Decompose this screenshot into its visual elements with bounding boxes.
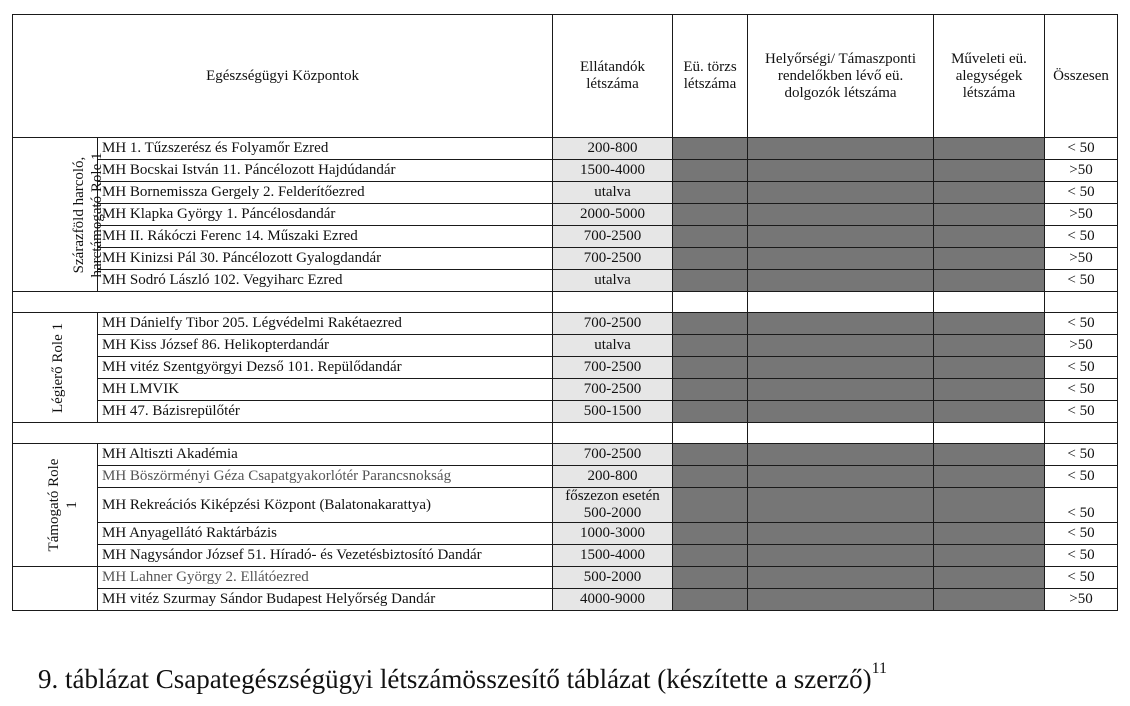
unit-name: MH Altiszti Akadémia [98,444,553,466]
unit-name: MH Klapka György 1. Páncélosdandár [98,204,553,226]
ellatandok-value: utalva [553,182,673,204]
shaded-cell [673,335,748,357]
total-value: < 50 [1045,488,1118,523]
shaded-cell [748,545,934,567]
shaded-cell [673,379,748,401]
unit-name: MH Kiss József 86. Helikopterdandár [98,335,553,357]
shaded-cell [748,488,934,523]
unit-name: MH Sodró László 102. Vegyiharc Ezred [98,270,553,292]
table-row [13,204,1118,226]
ellatandok-value: 2000-5000 [553,204,673,226]
ellatandok-value: 500-2000 [553,567,673,589]
shaded-cell [934,204,1045,226]
total-value: >50 [1045,204,1118,226]
ellatandok-value: 1500-4000 [553,160,673,182]
separator-cell [673,423,748,444]
header-ellatandok: Ellátandók létszáma [553,15,673,138]
ellatandok-value: 1500-4000 [553,545,673,567]
shaded-cell [934,270,1045,292]
ellatandok-value: 500-1500 [553,401,673,423]
unit-name: MH 1. Tűzszerész és Folyamőr Ezred [98,138,553,160]
unit-name: MH LMVIK [98,379,553,401]
shaded-cell [673,182,748,204]
shaded-cell [934,523,1045,545]
separator-cell [553,423,673,444]
shaded-cell [934,466,1045,488]
shaded-cell [934,488,1045,523]
ellatandok-value [553,488,673,523]
ellatandok-value: 700-2500 [553,379,673,401]
shaded-cell [934,182,1045,204]
value-line-2: 500-2000 [583,505,642,521]
table-row [13,270,1118,292]
unit-name: MH Kinizsi Pál 30. Páncélozott Gyalogdandár [98,248,553,270]
group-label-cell [13,313,98,423]
shaded-cell [748,248,934,270]
separator-cell [673,292,748,313]
total-value: >50 [1045,160,1118,182]
ellatandok-value: 4000-9000 [553,589,673,611]
total-value: < 50 [1045,545,1118,567]
total-value: < 50 [1045,567,1118,589]
shaded-cell [673,226,748,248]
separator-cell [748,423,934,444]
shaded-cell [934,357,1045,379]
shaded-cell [934,160,1045,182]
shaded-cell [673,567,748,589]
total-value: < 50 [1045,379,1118,401]
unit-name: MH Bornemissza Gergely 2. Felderítőezred [98,182,553,204]
shaded-cell [673,357,748,379]
shaded-cell [673,466,748,488]
header-muveleti: Műveleti eü. alegységek létszáma [934,15,1045,138]
table-row [13,313,1118,335]
total-value: < 50 [1045,313,1118,335]
group-label-cell [13,138,105,292]
staffing-table [12,14,1118,611]
separator-cell [13,292,553,313]
group-label-cell [13,444,98,567]
table-row [13,182,1118,204]
shaded-cell [673,545,748,567]
ellatandok-value: 1000-3000 [553,523,673,545]
shaded-cell [748,335,934,357]
shaded-cell [673,444,748,466]
shaded-cell [934,335,1045,357]
group-label: Támogató Role 1 [46,458,80,552]
group-label-cell [13,567,98,611]
shaded-cell [673,313,748,335]
table-row [13,160,1118,182]
shaded-cell [934,401,1045,423]
table-row [13,335,1118,357]
total-value: < 50 [1045,444,1118,466]
shaded-cell [748,379,934,401]
shaded-cell [934,138,1045,160]
total-value: >50 [1045,248,1118,270]
shaded-cell [748,589,934,611]
shaded-cell [748,523,934,545]
total-value: < 50 [1045,523,1118,545]
unit-name: MH 47. Bázisrepülőtér [98,401,553,423]
separator-cell [1045,423,1118,444]
shaded-cell [748,401,934,423]
total-value: < 50 [1045,138,1118,160]
table-row [13,545,1118,567]
shaded-cell [748,270,934,292]
shaded-cell [673,204,748,226]
table-row [13,488,1118,523]
unit-name: MH Dánielfy Tibor 205. Légvédelmi Rakétaezred [98,313,553,335]
shaded-cell [673,138,748,160]
unit-name: MH Böszörményi Géza Csapatgyakorlótér Parancsnokság [98,466,553,488]
shaded-cell [934,567,1045,589]
shaded-cell [748,182,934,204]
total-value: < 50 [1045,401,1118,423]
separator-cell [553,292,673,313]
separator-row [13,292,1118,313]
shaded-cell [934,226,1045,248]
group-label: Szárazföld harcoló, harctámogató Role 1 [71,152,105,277]
header-helyorsegi: Helyőrségi/ Támaszponti rendelőkben lévő eü. dolgozók létszáma [748,15,934,138]
unit-name: MH Rekreációs Kiképzési Központ (Balatonakarattya) [98,488,553,523]
unit-name: MH vitéz Szurmay Sándor Budapest Helyőrség Dandár [98,589,553,611]
shaded-cell [748,357,934,379]
unit-name: MH Anyagellátó Raktárbázis [98,523,553,545]
total-value: < 50 [1045,357,1118,379]
total-value: >50 [1045,335,1118,357]
header-eu-torzs: Eü. törzs létszáma [673,15,748,138]
group-label: Légierő Role 1 [50,322,66,413]
ellatandok-value: 200-800 [553,466,673,488]
ellatandok-value: 700-2500 [553,226,673,248]
caption-text: 9. táblázat Csapategészségügyi létszámösszesítő táblázat (készítette a szerző) [38,664,872,694]
table-row [13,401,1118,423]
separator-cell [934,423,1045,444]
table-row [13,226,1118,248]
table-caption [38,660,888,695]
ellatandok-value: 700-2500 [553,313,673,335]
shaded-cell [748,160,934,182]
shaded-cell [748,138,934,160]
total-value: < 50 [1045,270,1118,292]
shaded-cell [748,567,934,589]
shaded-cell [673,270,748,292]
table-row [13,248,1118,270]
shaded-cell [934,379,1045,401]
total-value: < 50 [1045,466,1118,488]
shaded-cell [748,226,934,248]
unit-name: MH vitéz Szentgyörgyi Dezső 101. Repülődandár [98,357,553,379]
shaded-cell [934,248,1045,270]
total-value: < 50 [1045,226,1118,248]
shaded-cell [934,444,1045,466]
shaded-cell [673,523,748,545]
shaded-cell [748,466,934,488]
shaded-cell [673,248,748,270]
ellatandok-value: 700-2500 [553,357,673,379]
footnote-mark: 11 [871,660,888,677]
table-row [13,357,1118,379]
shaded-cell [673,488,748,523]
unit-name: MH II. Rákóczi Ferenc 14. Műszaki Ezred [98,226,553,248]
shaded-cell [748,444,934,466]
shaded-cell [934,589,1045,611]
total-value: >50 [1045,589,1118,611]
shaded-cell [748,313,934,335]
table-row [13,567,1118,589]
table-row [13,444,1118,466]
total-value: < 50 [1045,182,1118,204]
separator-row [13,423,1118,444]
table-row [13,589,1118,611]
table-row [13,138,1118,160]
table-row [13,466,1118,488]
ellatandok-value: 200-800 [553,138,673,160]
ellatandok-value: utalva [553,335,673,357]
unit-name: MH Lahner György 2. Ellátóezred [98,567,553,589]
shaded-cell [673,401,748,423]
value-line-1: főszezon esetén [565,488,660,504]
shaded-cell [934,313,1045,335]
header-osszesen: Összesen [1045,15,1118,138]
header-row [13,15,1118,138]
ellatandok-value: 700-2500 [553,444,673,466]
table-row [13,523,1118,545]
shaded-cell [934,545,1045,567]
table-row [13,379,1118,401]
unit-name: MH Nagysándor József 51. Híradó- és Vezetésbiztosító Dandár [98,545,553,567]
ellatandok-value: utalva [553,270,673,292]
header-centers: Egészségügyi Központok [13,15,553,138]
shaded-cell [673,160,748,182]
ellatandok-value: 700-2500 [553,248,673,270]
shaded-cell [748,204,934,226]
separator-cell [934,292,1045,313]
shaded-cell [673,589,748,611]
unit-name: MH Bocskai István 11. Páncélozott Hajdúdandár [98,160,553,182]
separator-cell [13,423,553,444]
separator-cell [748,292,934,313]
separator-cell [1045,292,1118,313]
